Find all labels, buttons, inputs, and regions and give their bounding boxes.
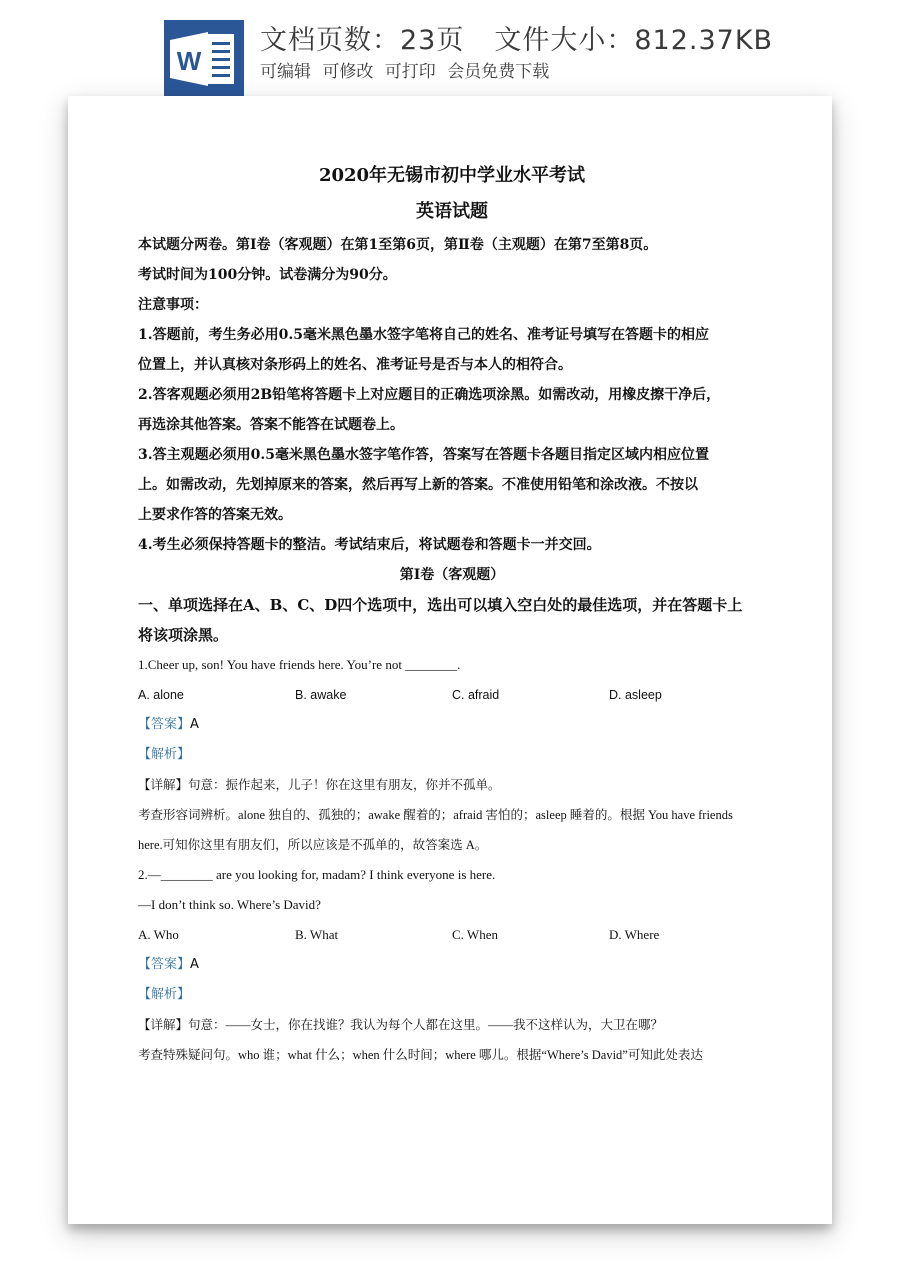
file-size: 文件大小：812.37KB [494, 25, 774, 56]
part-title: 第Ⅰ卷（客观题） [399, 567, 505, 583]
answer-value: A [190, 957, 199, 972]
file-info [260, 18, 773, 57]
analysis-label: 【解析】 [138, 747, 191, 762]
intro-line: 考试时间为100分钟。试卷满分为90分。 [138, 267, 397, 283]
answer-value: A [190, 717, 199, 732]
intro-line: 上要求作答的答案无效。 [138, 507, 292, 523]
explain-text: here.可知你这里有朋友们，所以应该是不孤单的，故答案选 A。 [138, 838, 488, 852]
question-options [138, 680, 766, 710]
option-b: B. awake [295, 688, 347, 702]
intro-line: 上。如需改动，先划掉原来的答案，然后再写上新的答案。不准使用铅笔和涂改液。不按以 [138, 477, 698, 493]
intro-line: 1.答题前，考生务必用0.5毫米黑色墨水签字笔将自己的姓名、准考证号填写在答题卡的相应 [138, 327, 709, 343]
option-d: D. asleep [609, 688, 662, 702]
intro-line: 本试题分两卷。第Ⅰ卷（客观题）在第1至第6页，第Ⅱ卷（主观题）在第7至第8页。 [138, 237, 658, 253]
document-page [68, 96, 832, 1224]
page-count: 文档页数：23页 [260, 25, 465, 56]
answer-label: 【答案】 [138, 957, 191, 972]
explain-text: 考查特殊疑问句。who 谁；what 什么；when 什么时间；where 哪儿。根据“Where’s David”可知此处表达 [138, 1048, 703, 1062]
section-heading: 将该项涂黑。 [138, 626, 229, 644]
intro-line: 4.考生必须保持答题卡的整洁。考试结束后，将试题卷和答题卡一并交回。 [138, 537, 601, 553]
features-text: 可编辑 可修改 可打印 会员免费下载 [260, 62, 550, 82]
option-b: B. What [295, 927, 339, 942]
detail-text: 【详解】句意：振作起来，儿子！你在这里有朋友，你并不孤单。 [138, 778, 501, 792]
answer-label: 【答案】 [138, 717, 191, 732]
answer-line [138, 710, 766, 740]
option-c: C. When [452, 927, 498, 942]
analysis-line [138, 980, 766, 1010]
word-icon [164, 20, 244, 98]
intro-line: 再选涂其他答案。答案不能答在试题卷上。 [138, 417, 404, 433]
question-stem-reply: —I don’t think so. Where’s David? [138, 897, 321, 912]
option-d: D. Where [609, 927, 660, 942]
question-stem: 2.—________ are you looking for, madam? I think everyone is here. [138, 867, 496, 882]
question-options [138, 920, 766, 950]
intro-line: 位置上，并认真核对条形码上的姓名、准考证号是否与本人的相符合。 [138, 357, 572, 373]
analysis-line [138, 740, 766, 770]
download-banner [0, 0, 900, 100]
detail-text: 【详解】句意：——女士，你在找谁？我认为每个人都在这里。——我不这样认为，大卫在哪？ [138, 1018, 664, 1032]
option-a: A. Who [138, 927, 179, 942]
doc-subtitle: 英语试题 [416, 201, 488, 222]
doc-title: 2020年无锡市初中学业水平考试 [318, 165, 586, 186]
analysis-label: 【解析】 [138, 987, 191, 1002]
answer-line [138, 950, 766, 980]
intro-line: 注意事项： [138, 297, 208, 313]
svg-text:W: W [176, 46, 202, 76]
option-a: A. alone [138, 688, 184, 702]
intro-line: 3.答主观题必须用0.5毫米黑色墨水签字笔作答，答案写在答题卡各题目指定区域内相应位置 [138, 447, 709, 463]
question-stem: 1.Cheer up, son! You have friends here. You’re not ________. [138, 657, 461, 672]
document-content [138, 158, 766, 1070]
intro-line: 2.答客观题必须用2B铅笔将答题卡上对应题目的正确选项涂黑。如需改动，用橡皮擦干净后， [138, 387, 721, 403]
section-heading: 一、单项选择在A、B、C、D四个选项中，选出可以填入空白处的最佳选项，并在答题卡上 [138, 596, 743, 614]
option-c: C. afraid [452, 688, 500, 702]
explain-text: 考查形容词辨析。alone 独自的、孤独的；awake 醒着的；afraid 害怕的；asleep 睡着的。根据 You have friends [138, 808, 733, 822]
